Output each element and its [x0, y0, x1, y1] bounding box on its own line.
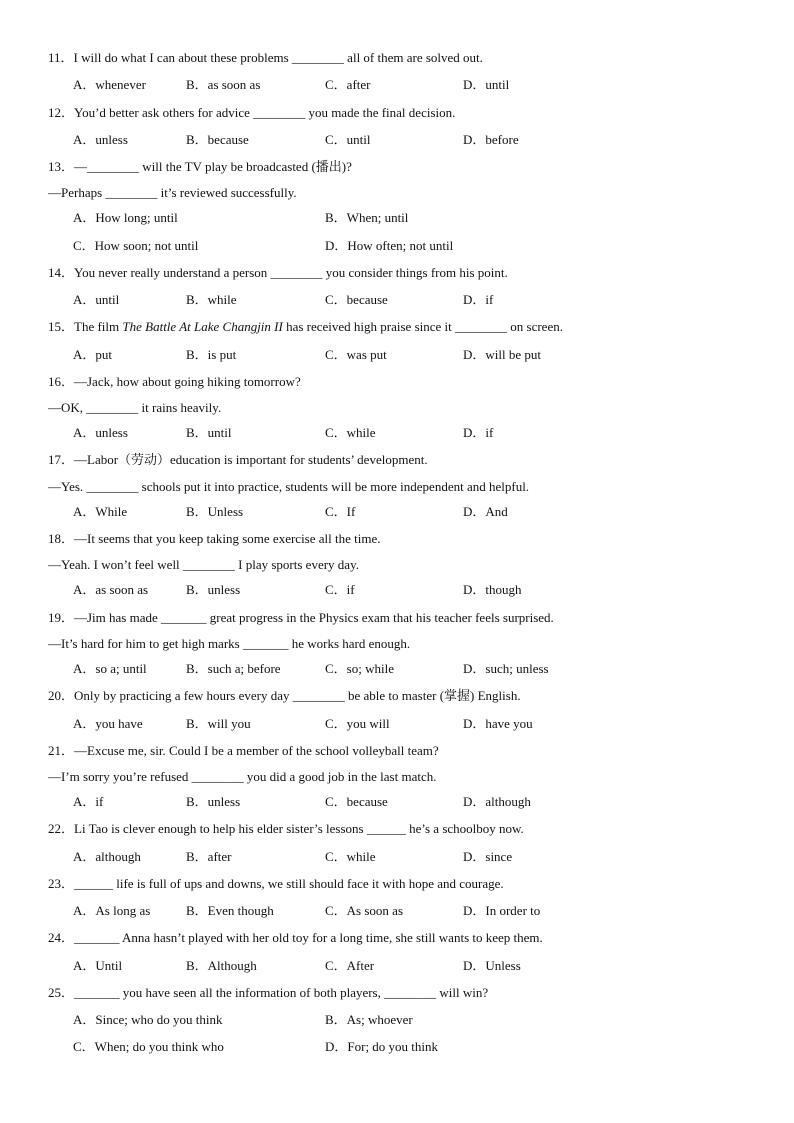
question-16-reply: —OK, ________ it rains heavily. — [48, 400, 222, 415]
question-24-option-d[interactable]: D．Unless — [463, 958, 521, 973]
question-24-option-c[interactable]: C．After — [325, 958, 375, 973]
question-17-option-b[interactable]: B．Unless — [186, 504, 244, 519]
question-14-option-a[interactable]: A．until — [73, 292, 120, 307]
question-23-option-b[interactable]: B．Even though — [186, 903, 274, 918]
question-21-option-c[interactable]: C．because — [325, 794, 388, 809]
question-22-stem: 22．Li Tao is clever enough to help his elder sister’s lessons ______ he’s a schoolboy now. — [48, 821, 524, 836]
question-16-option-d[interactable]: D．if — [463, 425, 494, 440]
question-16-option-b[interactable]: B．until — [186, 425, 232, 440]
question-17-option-d[interactable]: D．And — [463, 504, 508, 519]
question-20-option-d[interactable]: D．have you — [463, 716, 533, 731]
question-15-stem-start: 15．The film — [48, 319, 123, 334]
question-12-option-d[interactable]: D．before — [463, 132, 519, 147]
question-17-option-a[interactable]: A．While — [73, 504, 128, 519]
question-18-reply: —Yeah. I won’t feel well ________ I play sports every day. — [48, 557, 359, 572]
question-13-option-d[interactable]: D．How often; not until — [325, 238, 454, 253]
question-12-stem: 12．You’d better ask others for advice ________ you made the final decision. — [48, 105, 456, 120]
question-17-reply: —Yes. ________ schools put it into practice, students will be more independent and helpful. — [48, 479, 530, 494]
question-20-option-c[interactable]: C．you will — [325, 716, 390, 731]
question-15-option-d[interactable]: D．will be put — [463, 347, 541, 362]
question-15-option-a[interactable]: A．put — [73, 347, 113, 362]
question-19-option-b[interactable]: B．such a; before — [186, 661, 281, 676]
question-21-option-a[interactable]: A．if — [73, 794, 104, 809]
question-16-stem: 16．—Jack, how about going hiking tomorrow? — [48, 374, 301, 389]
question-25-option-a[interactable]: A．Since; who do you think — [73, 1012, 223, 1027]
question-14-option-b[interactable]: B．while — [186, 292, 237, 307]
question-13-option-c[interactable]: C．How soon; not until — [73, 238, 199, 253]
question-11-option-d[interactable]: D．until — [463, 77, 510, 92]
question-19-option-c[interactable]: C．so; while — [325, 661, 394, 676]
question-13-reply: —Perhaps ________ it’s reviewed successfully. — [48, 185, 297, 200]
question-21-option-b[interactable]: B．unless — [186, 794, 241, 809]
question-14-option-c[interactable]: C．because — [325, 292, 388, 307]
question-18-option-d[interactable]: D．though — [463, 582, 522, 597]
question-25-option-c[interactable]: C．When; do you think who — [73, 1039, 224, 1054]
question-23-option-d[interactable]: D．In order to — [463, 903, 541, 918]
question-20-stem: 20．Only by practicing a few hours every day ________ be able to master (掌握) English. — [48, 688, 521, 703]
question-21-option-d[interactable]: D．although — [463, 794, 531, 809]
question-25-stem: 25．_______ you have seen all the information of both players, ________ will win? — [48, 985, 489, 1000]
question-18-option-b[interactable]: B．unless — [186, 582, 241, 597]
question-16-option-c[interactable]: C．while — [325, 425, 376, 440]
question-12-option-b[interactable]: B．because — [186, 132, 249, 147]
question-15-film-title: The Battle At Lake Changjin II — [122, 319, 283, 334]
question-25-option-b[interactable]: B．As; whoever — [325, 1012, 413, 1027]
question-25-option-d[interactable]: D．For; do you think — [325, 1039, 439, 1054]
question-23-option-a[interactable]: A．As long as — [73, 903, 151, 918]
question-14-option-d[interactable]: D．if — [463, 292, 494, 307]
question-24-stem: 24．_______ Anna hasn’t played with her old toy for a long time, she still wants to keep them. — [48, 930, 543, 945]
question-21-reply: —I’m sorry you’re refused ________ you did a good job in the last match. — [48, 769, 437, 784]
question-17-option-c[interactable]: C．If — [325, 504, 356, 519]
question-23-stem: 23．______ life is full of ups and downs, we still should face it with hope and courage. — [48, 876, 504, 891]
question-15-stem — [48, 319, 563, 335]
question-22-option-d[interactable]: D．since — [463, 849, 513, 864]
question-24-option-a[interactable]: A．Until — [73, 958, 123, 973]
question-22-option-c[interactable]: C．while — [325, 849, 376, 864]
question-11-option-b[interactable]: B．as soon as — [186, 77, 261, 92]
question-19-option-d[interactable]: D．such; unless — [463, 661, 549, 676]
question-18-option-c[interactable]: C．if — [325, 582, 355, 597]
question-19-stem: 19．—Jim has made _______ great progress in the Physics exam that his teacher feels surprised. — [48, 610, 554, 625]
question-15-stem-end: has received high praise since it ________ on screen. — [282, 319, 563, 334]
question-21-stem: 21．—Excuse me, sir. Could I be a member of the school volleyball team? — [48, 743, 439, 758]
question-23-option-c[interactable]: C．As soon as — [325, 903, 404, 918]
question-13-option-a[interactable]: A．How long; until — [73, 210, 178, 225]
question-13-option-b[interactable]: B．When; until — [325, 210, 409, 225]
question-12-option-a[interactable]: A．unless — [73, 132, 128, 147]
question-14-stem: 14．You never really understand a person ________ you consider things from his point. — [48, 265, 508, 280]
question-24-option-b[interactable]: B．Although — [186, 958, 257, 973]
question-19-reply: —It’s hard for him to get high marks _______ he works hard enough. — [48, 636, 411, 651]
question-19-option-a[interactable]: A．so a; until — [73, 661, 147, 676]
question-18-option-a[interactable]: A．as soon as — [73, 582, 149, 597]
question-13-stem: 13．—________ will the TV play be broadcasted (播出)? — [48, 159, 352, 174]
question-17-stem: 17．—Labor（劳动）education is important for students’ development. — [48, 452, 428, 467]
question-12-option-c[interactable]: C．until — [325, 132, 371, 147]
question-20-option-b[interactable]: B．will you — [186, 716, 251, 731]
question-18-stem: 18．—It seems that you keep taking some exercise all the time. — [48, 531, 381, 546]
question-15-option-c[interactable]: C．was put — [325, 347, 387, 362]
question-15-option-b[interactable]: B．is put — [186, 347, 237, 362]
question-22-option-a[interactable]: A．although — [73, 849, 141, 864]
question-11-option-a[interactable]: A．whenever — [73, 77, 146, 92]
question-11-option-c[interactable]: C．after — [325, 77, 371, 92]
question-20-option-a[interactable]: A．you have — [73, 716, 143, 731]
question-22-option-b[interactable]: B．after — [186, 849, 232, 864]
question-16-option-a[interactable]: A．unless — [73, 425, 128, 440]
question-11-stem: 11．I will do what I can about these problems ________ all of them are solved out. — [48, 50, 483, 65]
